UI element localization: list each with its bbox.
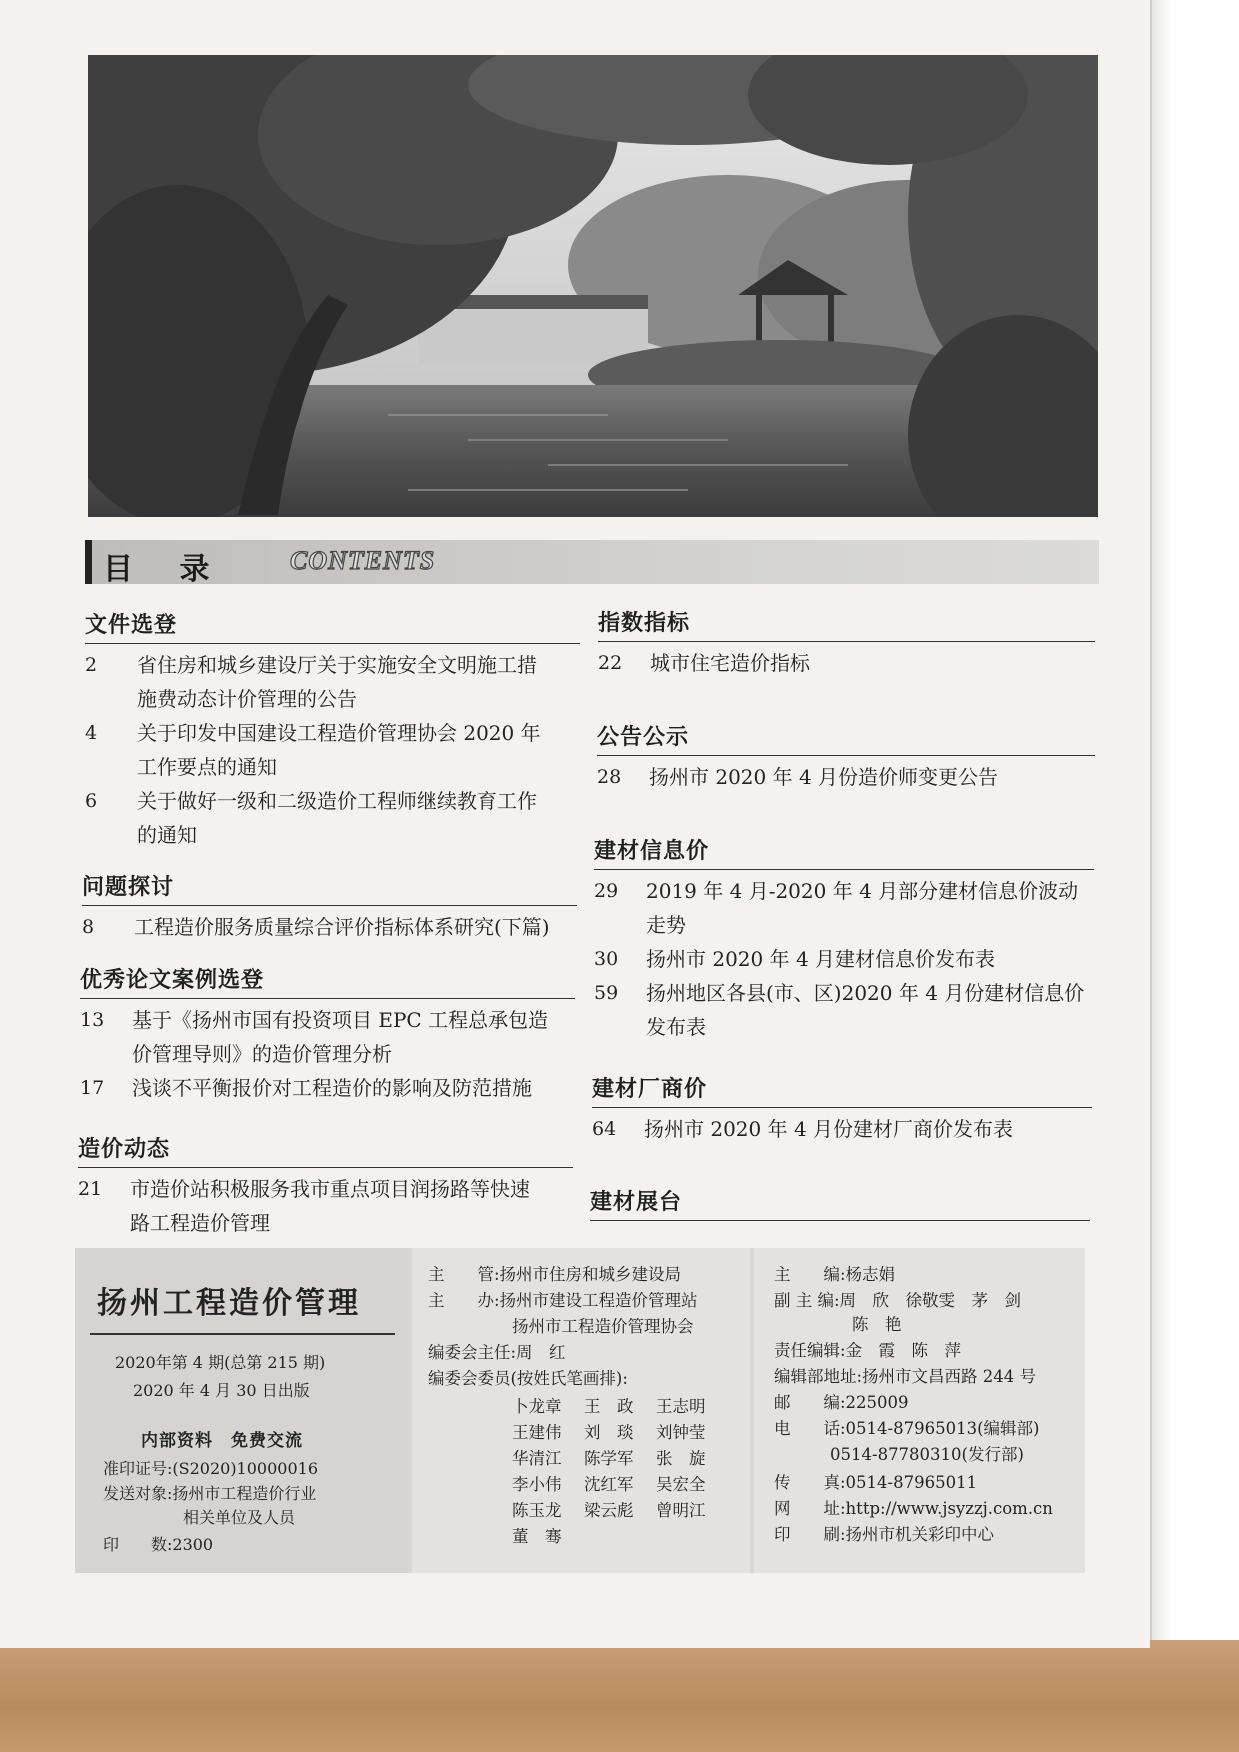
page-number: 2 [85, 654, 98, 676]
entry-title-line: 扬州地区各县(市、区)2020 年 4 月份建材信息价 [646, 981, 1085, 1005]
responsible-editor: 责任编辑:金 霞 陈 萍 [774, 1341, 962, 1360]
member-name: 卜龙章 [512, 1397, 562, 1416]
publish-date: 2020 年 4 月 30 日出版 [133, 1381, 310, 1400]
internal-notice: 内部资料 免费交流 [141, 1431, 303, 1451]
page-number: 21 [78, 1178, 103, 1200]
member-name: 陈学军 [584, 1449, 634, 1468]
entry-title-line: 价管理导则》的造价管理分析 [132, 1042, 392, 1066]
toc-entry[interactable] [85, 648, 580, 716]
section-heading: 建材展台 [590, 1185, 1090, 1221]
entry-title-line: 关于印发中国建设工程造价管理协会 2020 年 [137, 721, 541, 745]
section-wenjian [85, 608, 580, 852]
toc-entry[interactable] [592, 1112, 1092, 1146]
print-count: 印 数:2300 [103, 1535, 214, 1554]
toc-entry[interactable] [80, 1003, 575, 1071]
section-gonggao [597, 720, 1095, 794]
bottom-strip-edge [0, 1640, 1150, 1648]
masthead-publication-info [75, 1248, 408, 1573]
page-edge-line [1150, 0, 1152, 1640]
entry-title-line: 扬州市 2020 年 4 月份造价师变更公告 [649, 765, 999, 789]
member-name: 曾明江 [656, 1501, 706, 1520]
member-row [512, 1446, 728, 1472]
phone: 电 话:0514-87965013(编辑部) [774, 1419, 1040, 1438]
section-heading: 文件选登 [85, 608, 580, 644]
phone-cont: 0514-87780310(发行部) [830, 1445, 1024, 1464]
postcode: 邮 编:225009 [774, 1393, 909, 1412]
entry-title-line: 路工程造价管理 [130, 1211, 270, 1235]
contents-title-cn: 目 录 [103, 552, 228, 587]
editor-in-chief: 主 编:杨志娟 [774, 1265, 896, 1284]
issue-number: 2020年第 4 期(总第 215 期) [115, 1353, 326, 1372]
contents-banner [85, 540, 1099, 587]
member-name: 陈玉龙 [512, 1501, 562, 1520]
entry-title-line: 省住房和城乡建设厅关于实施安全文明施工措 [137, 653, 537, 677]
section-heading: 优秀论文案例选登 [80, 963, 575, 999]
member-name: 刘 琰 [584, 1423, 634, 1442]
toc-entry[interactable] [594, 976, 1094, 1044]
toc-entry[interactable] [597, 760, 1095, 794]
lake-pavilion-photo [88, 55, 1098, 517]
member-name: 王 政 [584, 1397, 634, 1416]
member-row [512, 1472, 728, 1498]
member-row [512, 1420, 728, 1446]
section-youxiu [80, 963, 575, 1105]
section-heading: 问题探讨 [82, 870, 577, 906]
entry-title-line: 施费动态计价管理的公告 [137, 687, 357, 711]
entry-title-line: 扬州市 2020 年 4 月建材信息价发布表 [646, 947, 996, 971]
committee-members [512, 1394, 728, 1550]
section-changshang [592, 1072, 1092, 1146]
member-name: 刘钟莹 [656, 1423, 706, 1442]
page-number: 59 [594, 982, 619, 1004]
committee-members-label: 编委会委员(按姓氏笔画排): [428, 1369, 628, 1388]
page-edge [1150, 0, 1239, 1752]
toc-entry[interactable] [594, 942, 1094, 976]
section-heading: 指数指标 [598, 606, 1095, 642]
print-permit: 准印证号:(S2020)10000016 [103, 1459, 318, 1478]
entry-title-line: 市造价站积极服务我市重点项目润扬路等快速 [130, 1177, 530, 1201]
section-wenti [82, 870, 577, 944]
deputy-editor: 副 主 编:周 欣 徐敬雯 茅 剑 [774, 1291, 1022, 1310]
toc-entry[interactable] [85, 716, 580, 784]
entry-title-line: 工作要点的通知 [137, 755, 277, 779]
page-number: 22 [598, 652, 623, 674]
masthead-organization [412, 1248, 750, 1573]
entry-title-line: 基于《扬州市国有投资项目 EPC 工程总承包造 [132, 1008, 549, 1032]
member-row [512, 1394, 728, 1420]
member-name: 张 旋 [656, 1449, 706, 1468]
page-number: 28 [597, 766, 622, 788]
toc-entry[interactable] [78, 1172, 573, 1240]
member-name: 王建伟 [512, 1423, 562, 1442]
supervisor: 主 管:扬州市住房和城乡建设局 [428, 1265, 682, 1284]
entry-title-line: 工程造价服务质量综合评价指标体系研究(下篇) [134, 915, 550, 939]
section-zhantai [590, 1185, 1090, 1221]
title-rule [90, 1333, 395, 1335]
member-name: 沈红军 [584, 1475, 634, 1494]
masthead-editorial [754, 1248, 1085, 1573]
printer: 印 刷:扬州市机关彩印中心 [774, 1525, 995, 1544]
section-heading: 建材厂商价 [592, 1072, 1092, 1108]
toc-entry[interactable] [82, 910, 577, 944]
toc-entry[interactable] [85, 784, 580, 852]
committee-director: 编委会主任:周 红 [428, 1343, 566, 1362]
member-name: 李小伟 [512, 1475, 562, 1494]
section-heading: 造价动态 [78, 1132, 573, 1168]
section-jiancai [594, 834, 1094, 1044]
page-number: 13 [80, 1009, 105, 1031]
member-name: 梁云彪 [584, 1501, 634, 1520]
entry-title-line: 的通知 [137, 823, 197, 847]
journal-title: 扬州工程造价管理 [97, 1286, 361, 1321]
deputy-editor-cont: 陈 艳 [852, 1315, 902, 1334]
entry-title-line: 2019 年 4 月-2020 年 4 月部分建材信息价波动走势 [646, 879, 1079, 937]
section-heading: 建材信息价 [594, 834, 1094, 870]
member-name: 华清江 [512, 1449, 562, 1468]
entry-title-line: 城市住宅造价指标 [650, 651, 810, 675]
send-to-cont: 相关单位及人员 [183, 1508, 296, 1527]
toc-entry[interactable] [80, 1071, 575, 1105]
page-number: 4 [85, 722, 98, 744]
fax: 传 真:0514-87965011 [774, 1473, 978, 1492]
page-number: 6 [85, 790, 98, 812]
entry-title-line: 关于做好一级和二级造价工程师继续教育工作 [137, 789, 537, 813]
page-number: 30 [594, 948, 619, 970]
entry-title-line: 发布表 [646, 1015, 706, 1039]
page-number: 8 [82, 916, 95, 938]
member-name: 王志明 [656, 1397, 706, 1416]
editorial-address: 编辑部地址:扬州市文昌西路 244 号 [774, 1367, 1037, 1386]
contents-title-en: CONTENTS [290, 546, 436, 575]
website-link[interactable]: 网 址:http://www.jsyzzj.com.cn [774, 1499, 1053, 1518]
section-zhishu [598, 606, 1095, 680]
section-heading: 公告公示 [597, 720, 1095, 756]
member-name: 董 骞 [512, 1527, 562, 1546]
page-number: 17 [80, 1077, 105, 1099]
member-row [512, 1498, 728, 1524]
section-zaojia [78, 1132, 573, 1240]
masthead [75, 1248, 1085, 1573]
sponsor-cont: 扬州市工程造价管理协会 [512, 1317, 694, 1336]
member-name: 吴宏全 [656, 1475, 706, 1494]
sponsor: 主 办:扬州市建设工程造价管理站 [428, 1291, 698, 1310]
page-number: 29 [594, 880, 619, 902]
toc-entry[interactable] [598, 646, 1095, 680]
member-row [512, 1524, 728, 1550]
banner-marker [85, 540, 92, 584]
entry-title-line: 浅谈不平衡报价对工程造价的影响及防范措施 [132, 1076, 532, 1100]
bottom-strip [0, 1640, 1239, 1752]
send-to: 发送对象:扬州市工程造价行业 [103, 1484, 317, 1503]
page-number: 64 [592, 1118, 617, 1140]
entry-title-line: 扬州市 2020 年 4 月份建材厂商价发布表 [644, 1117, 1014, 1141]
toc-entry[interactable] [594, 874, 1094, 942]
